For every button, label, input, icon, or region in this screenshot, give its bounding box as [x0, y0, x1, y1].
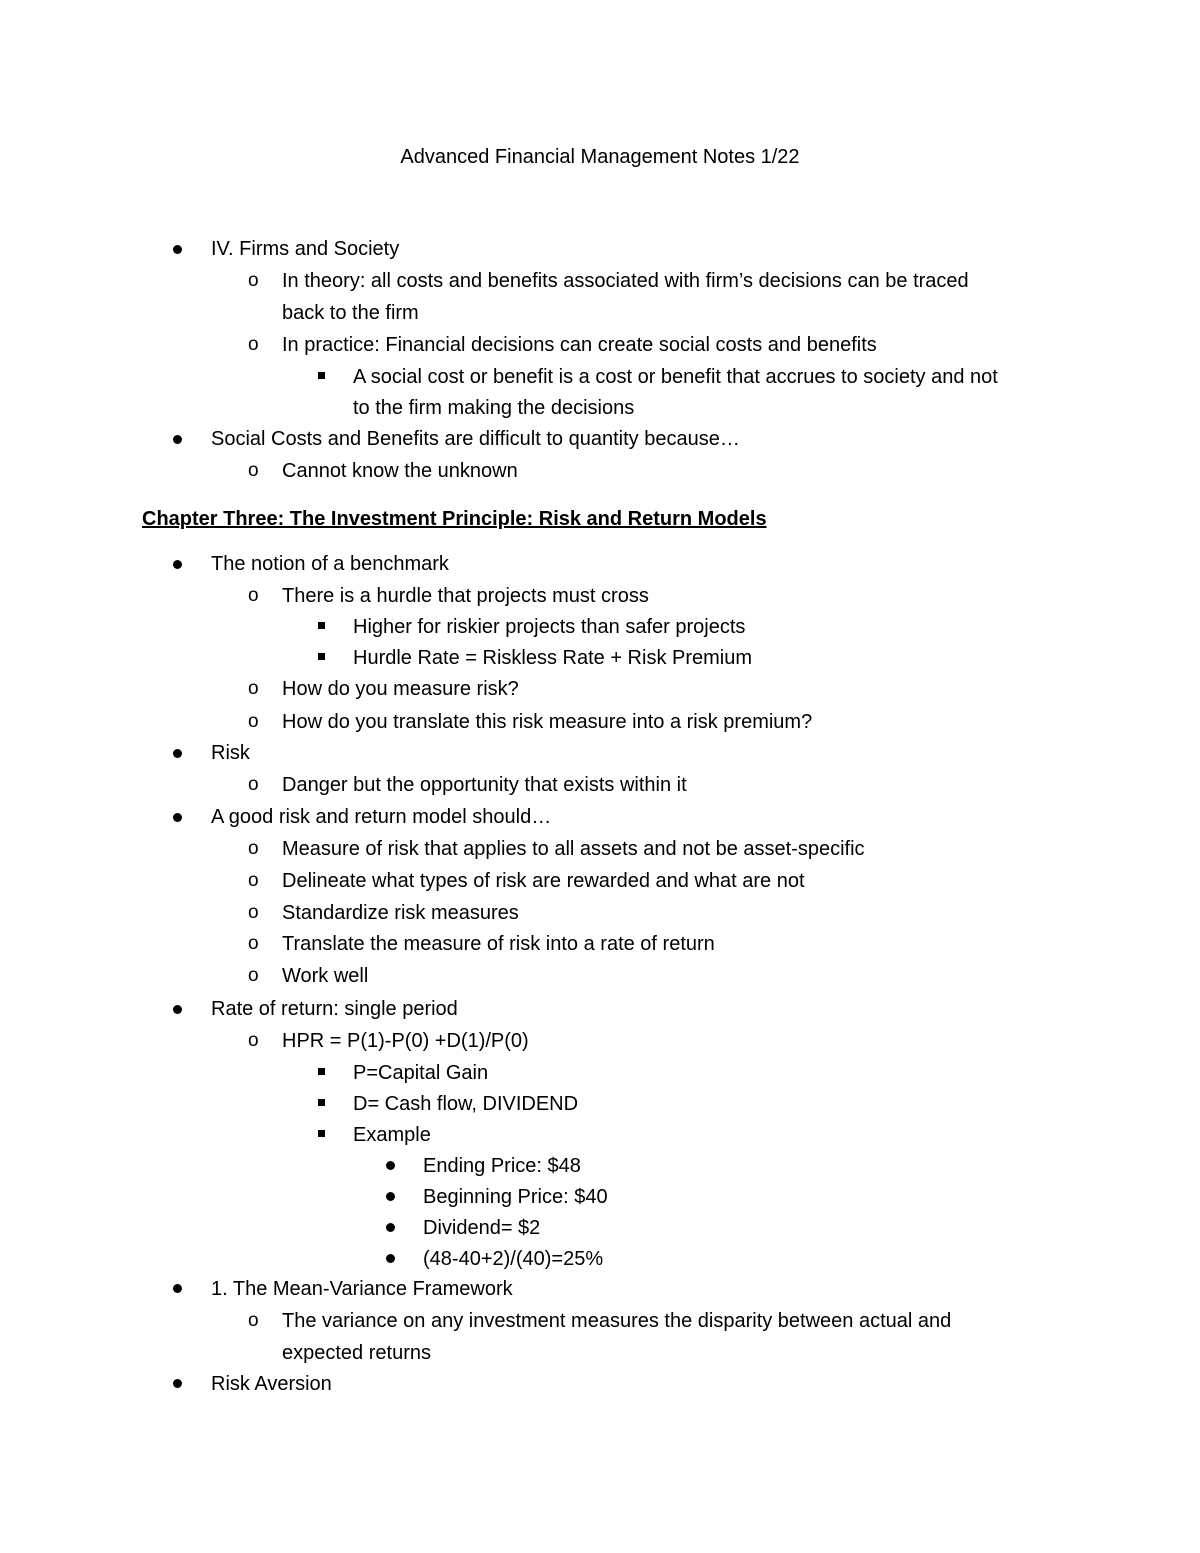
list-item: The variance on any investment measures the disparity between actual and [282, 1310, 952, 1332]
square-marker [318, 1099, 325, 1106]
list-item: Risk Aversion [211, 1373, 332, 1395]
bullet-marker [173, 1379, 182, 1388]
list-item-continuation: to the firm making the decisions [353, 397, 635, 419]
list-item: Hurdle Rate = Riskless Rate + Risk Premium [353, 647, 753, 669]
list-item: Measure of risk that applies to all assets and not be asset-specific [282, 838, 865, 860]
circle-marker: o [248, 965, 259, 986]
circle-marker: o [248, 870, 259, 891]
square-marker [318, 1130, 325, 1137]
square-marker [318, 1068, 325, 1075]
circle-marker: o [248, 334, 259, 355]
circle-marker: o [248, 270, 259, 291]
square-marker [318, 372, 325, 379]
list-item: IV. Firms and Society [211, 238, 400, 260]
square-marker [318, 622, 325, 629]
list-item-continuation: back to the firm [282, 302, 419, 324]
bullet-marker [386, 1192, 395, 1201]
bullet-marker [173, 435, 182, 444]
bullet-marker [173, 560, 182, 569]
bullet-marker [173, 749, 182, 758]
list-item-continuation: expected returns [282, 1342, 431, 1364]
list-item: Dividend= $2 [423, 1217, 541, 1239]
list-item: (48-40+2)/(40)=25% [423, 1248, 604, 1270]
list-item: Danger but the opportunity that exists within it [282, 774, 687, 796]
circle-marker: o [248, 933, 259, 954]
bullet-marker [386, 1161, 395, 1170]
list-item: In theory: all costs and benefits associated with firm’s decisions can be traced [282, 270, 969, 292]
list-item: There is a hurdle that projects must cross [282, 585, 649, 607]
list-item: In practice: Financial decisions can create social costs and benefits [282, 334, 877, 356]
list-item: P=Capital Gain [353, 1062, 489, 1084]
circle-marker: o [248, 460, 259, 481]
page-title: Advanced Financial Management Notes 1/22 [400, 146, 800, 168]
bullet-marker [173, 1005, 182, 1014]
bullet-marker [173, 1284, 182, 1293]
circle-marker: o [248, 774, 259, 795]
list-item: D= Cash flow, DIVIDEND [353, 1093, 579, 1115]
list-item: Delineate what types of risk are rewarded and what are not [282, 870, 805, 892]
list-item: A good risk and return model should… [211, 806, 552, 828]
bullet-marker [386, 1254, 395, 1263]
square-marker [318, 653, 325, 660]
list-item: HPR = P(1)-P(0) +D(1)/P(0) [282, 1030, 529, 1052]
circle-marker: o [248, 585, 259, 606]
list-item: Standardize risk measures [282, 902, 519, 924]
list-item: Ending Price: $48 [423, 1155, 581, 1177]
circle-marker: o [248, 1310, 259, 1331]
list-item: Translate the measure of risk into a rate of return [282, 933, 715, 955]
list-item: Beginning Price: $40 [423, 1186, 608, 1208]
circle-marker: o [248, 678, 259, 699]
list-item: Cannot know the unknown [282, 460, 518, 482]
list-item: Social Costs and Benefits are difficult to quantity because… [211, 428, 740, 450]
list-item: Example [353, 1124, 431, 1146]
circle-marker: o [248, 838, 259, 859]
circle-marker: o [248, 902, 259, 923]
list-item: 1. The Mean-Variance Framework [211, 1278, 513, 1300]
bullet-marker [173, 245, 182, 254]
list-item: How do you measure risk? [282, 678, 519, 700]
list-item: The notion of a benchmark [211, 553, 449, 575]
list-item: A social cost or benefit is a cost or benefit that accrues to society and not [353, 366, 998, 388]
list-item: How do you translate this risk measure into a risk premium? [282, 711, 813, 733]
list-item: Higher for riskier projects than safer projects [353, 616, 746, 638]
bullet-marker [386, 1223, 395, 1232]
circle-marker: o [248, 711, 259, 732]
bullet-marker [173, 813, 182, 822]
list-item: Risk [211, 742, 250, 764]
chapter-heading: Chapter Three: The Investment Principle: Risk and Return Models [142, 508, 767, 530]
list-item: Work well [282, 965, 369, 987]
circle-marker: o [248, 1030, 259, 1051]
list-item: Rate of return: single period [211, 998, 458, 1020]
